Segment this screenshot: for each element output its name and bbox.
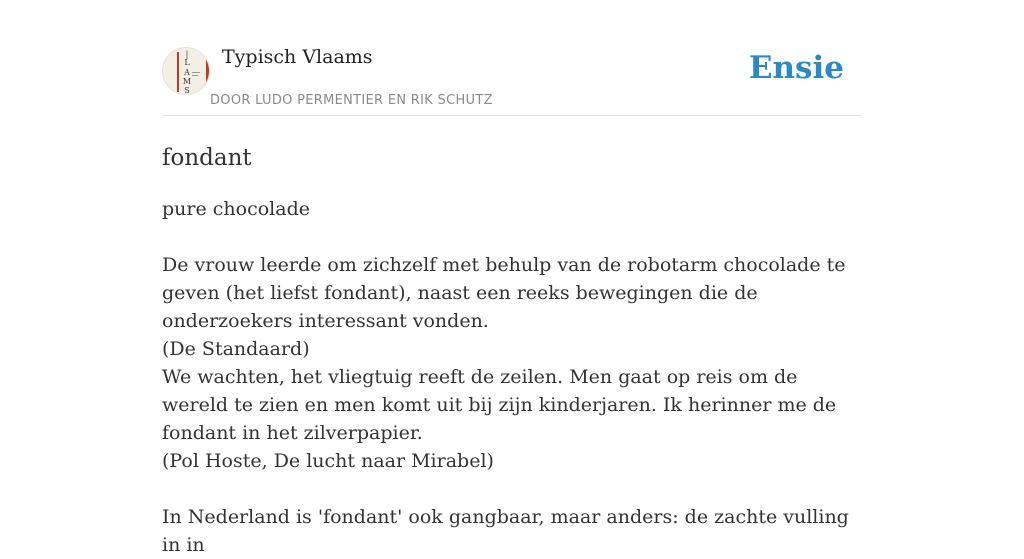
page (162, 0, 862, 556)
book-cover-logo[interactable] (162, 47, 210, 95)
header (162, 0, 862, 116)
logo-letter: L (184, 58, 190, 67)
logo-letter: S (184, 86, 190, 95)
ensie-brand-link[interactable]: Ensie (748, 50, 844, 86)
svg-text:|: | (185, 50, 189, 59)
entry-body: De vrouw leerde om zichzelf met behulp van de robotarm chocolade te geven (het liefst fondant), naast een reeks bewegingen die de onderzoekers interessant vonden. (De Standaard) We wachten, het vliegtuig reeft de zeilen. Men gaat op reis om de wereld te zien en men komt uit bij zijn kinderjaren. Ik herinner me de fondant in het zilverpapier. (Pol Hoste, De lucht naar Mirabel) (162, 254, 846, 472)
logo-letter: A (184, 68, 190, 77)
logo-letter: M (182, 77, 192, 86)
book-cover-icon (163, 48, 210, 95)
book-authors: DOOR LUDO PERMENTIER EN RIK SCHUTZ (210, 93, 493, 108)
entry-term: fondant (162, 145, 252, 171)
book-title[interactable]: Typisch Vlaams (222, 46, 373, 68)
entry-definition: pure chocolade (162, 198, 310, 220)
entry-next-paragraph: In Nederland is 'fondant' ook gangbaar, maar anders: de zachte vulling in in (162, 506, 849, 556)
